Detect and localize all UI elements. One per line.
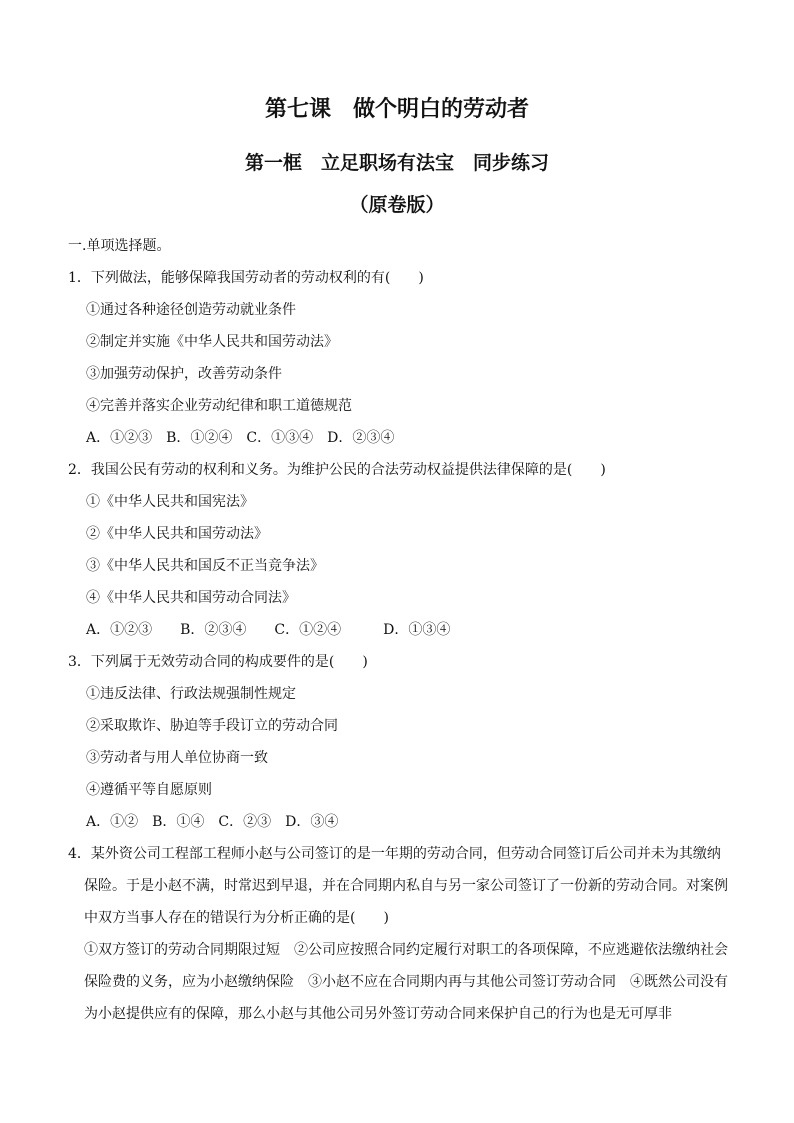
question-stem: 3．下列属于无效劳动合同的构成要件的是( ) <box>68 654 368 670</box>
question-option: ②制定并实施《中华人民共和国劳动法》 <box>86 334 338 350</box>
document-subtitle: 第一框 立足职场有法宝 同步练习 <box>244 152 549 174</box>
document-body <box>68 230 728 1030</box>
question-stem: 2．我国公民有劳动的权利和义务。为维护公民的合法劳动权益提供法律保障的是( ) <box>68 462 606 478</box>
question-option: ③《中华人民共和国反不正当竞争法》 <box>86 558 324 574</box>
answer-choices: A．①②③ B．①②④ C．①③④ D．②③④ <box>86 430 395 446</box>
question-3 <box>68 646 728 838</box>
question-options-paragraph: ①双方签订的劳动合同期限过短 ②公司应按照合同约定履行对职工的各项保障，不应逃避依法缴纳社会保险费的义务，应为小赵缴纳保险 ③小赵不应在合同期内再与其他公司签订劳动合同 ④既然公司没有为小赵提供应有的保障，那么小赵与其他公司另外签订劳动合同来保护自己的行为也是无可厚非 <box>84 942 728 1022</box>
question-option: ③劳动者与用人单位协商一致 <box>86 750 268 766</box>
question-1 <box>68 262 728 454</box>
question-option: ④遵循平等自愿原则 <box>86 782 212 798</box>
section-heading: 一.单项选择题。 <box>68 238 171 254</box>
question-stem <box>68 838 728 934</box>
question-option: ②《中华人民共和国劳动法》 <box>86 526 268 542</box>
question-option: ④《中华人民共和国劳动合同法》 <box>86 590 296 606</box>
question-option: ④完善并落实企业劳动纪律和职工道德规范 <box>86 398 352 414</box>
question-option: ①违反法律、行政法规强制性规定 <box>86 686 296 702</box>
document-title: 第七课 做个明白的劳动者 <box>264 96 529 122</box>
question-4 <box>68 838 728 1030</box>
question-option: ②采取欺诈、胁迫等手段订立的劳动合同 <box>86 718 338 734</box>
question-option: ①通过各种途径创造劳动就业条件 <box>86 302 296 318</box>
document-version: （原卷版） <box>349 194 445 216</box>
question-option: ③加强劳动保护，改善劳动条件 <box>86 366 282 382</box>
question-2 <box>68 454 728 646</box>
question-stem-text: 4．某外资公司工程部工程师小赵与公司签订的是一年期的劳动合同，但劳动合同签订后公司并未为其缴纳保险。于是小赵不满，时常迟到早退，并在合同期内私自与另一家公司签订了一份新的劳动合同。对案例中双方当事人存在的错误行为分析正确的是( ) <box>68 846 728 926</box>
answer-choices: A．①② B．①④ C．②③ D．③④ <box>86 814 339 830</box>
answer-choices: A．①②③ B．②③④ C．①②④ D．①③④ <box>86 622 451 638</box>
question-option: ①《中华人民共和国宪法》 <box>86 494 254 510</box>
question-stem: 1．下列做法，能够保障我国劳动者的劳动权利的有( ) <box>68 270 424 286</box>
